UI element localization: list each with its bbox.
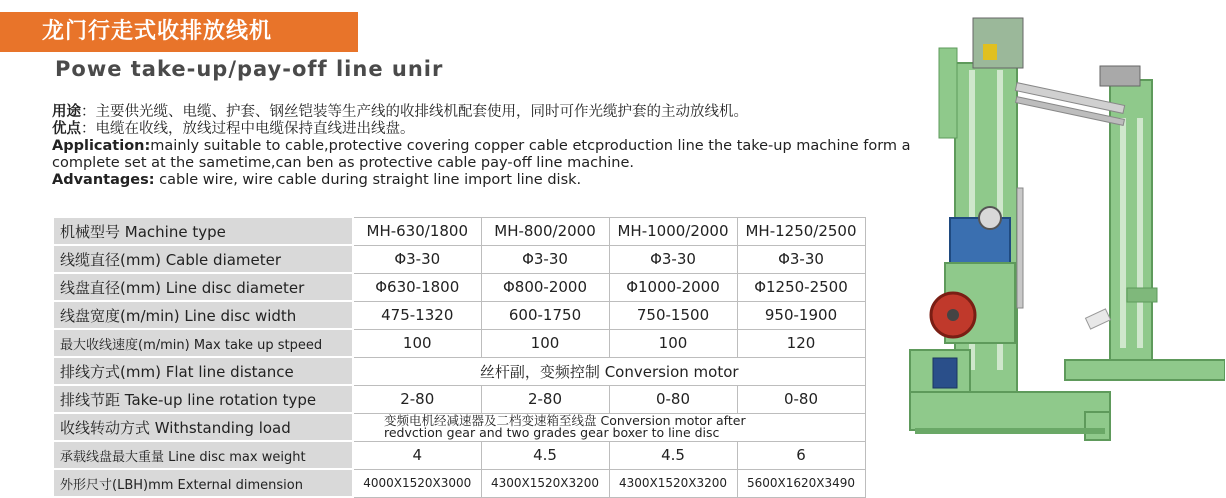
table-row [53,385,865,413]
table-cell: 475-1320 [353,301,481,329]
table-cell: 4300X1520X3200 [481,469,609,497]
table-cell: 100 [609,329,737,357]
table-cell: Φ3-30 [481,245,609,273]
table-cell-merged: 丝杆副，变频控制 Conversion motor [353,357,865,385]
row-header: 线缆直径(mm) Cable diameter [53,245,353,273]
table-row [53,329,865,357]
advantage-text: ：电缆在收线，放线过程中电缆保持直线进出线盘。 [81,121,415,137]
gantry-machine-illustration [905,8,1225,492]
table-cell: 100 [481,329,609,357]
page-subtitle: Powe take-up/pay-off line unir [55,57,444,81]
table-cell: 6 [737,441,865,469]
row-header: 排线节距 Take-up line rotation type [53,385,353,413]
table-cell: MH-1000/2000 [609,217,737,245]
table-cell: 120 [737,329,865,357]
row-header: 最大收线速度(m/min) Max take up stpeed [53,329,353,357]
table-cell: 100 [353,329,481,357]
table-cell: 4000X1520X3000 [353,469,481,497]
table-cell: Φ1250-2500 [737,273,865,301]
advantage-line [52,121,912,138]
table-row [53,301,865,329]
table-cell: 750-1500 [609,301,737,329]
table-cell: Φ800-2000 [481,273,609,301]
table-cell: Φ630-1800 [353,273,481,301]
page-title: 龙门行走式收排放线机 [0,12,358,52]
advantage-label: 优点 [52,121,81,137]
table-cell: 2-80 [481,385,609,413]
table-row [53,273,865,301]
table-cell: 4 [353,441,481,469]
table-row [53,441,865,469]
table-cell: Φ3-30 [609,245,737,273]
description-block [52,104,912,189]
spec-table [52,216,866,498]
row-header: 排线方式(mm) Flat line distance [53,357,353,385]
table-row [53,245,865,273]
table-cell: 4.5 [609,441,737,469]
transmission-note-line2: redvction gear and two grades gear boxer to line disc [384,425,720,440]
advantages-en-text: cable wire, wire cable during straight line import line disk. [154,172,582,188]
table-cell: Φ3-30 [737,245,865,273]
table-cell: 4300X1520X3200 [609,469,737,497]
table-row [53,469,865,497]
table-cell: Φ3-30 [353,245,481,273]
table-cell: 600-1750 [481,301,609,329]
row-header: 承载线盘最大重量 Line disc max weight [53,441,353,469]
usage-label: 用途 [52,104,81,120]
table-row [53,413,865,441]
table-cell-merged [353,413,865,441]
row-header: 收线转动方式 Withstanding load [53,413,353,441]
table-cell: 5600X1620X3490 [737,469,865,497]
advantages-en-label: Advantages: [52,172,155,188]
application-line [52,138,912,172]
crossbeam [1015,83,1124,126]
table-cell: 0-80 [737,385,865,413]
table-cell: 2-80 [353,385,481,413]
table-cell: MH-630/1800 [353,217,481,245]
table-cell: MH-1250/2500 [737,217,865,245]
usage-line [52,104,912,121]
table-cell: 950-1900 [737,301,865,329]
row-header: 机械型号 Machine type [53,217,353,245]
row-header: 线盘直径(mm) Line disc diameter [53,273,353,301]
application-text: mainly suitable to cable,protective covering copper cable etcproduction line the take-up machine form a complete set at the sametime,can ben as protective cable pay-off line machine. [52,138,911,171]
row-header: 外形尺寸(LBH)mm External dimension [53,469,353,497]
row-header: 线盘宽度(m/min) Line disc width [53,301,353,329]
table-row [53,217,865,245]
table-cell: MH-800/2000 [481,217,609,245]
table-cell: Φ1000-2000 [609,273,737,301]
table-cell: 4.5 [481,441,609,469]
table-cell: 0-80 [609,385,737,413]
transmission-note-line1: 变频电机经减速器及二档变速箱至线盘 Conversion motor after [384,413,746,428]
table-row [53,357,865,385]
application-label: Application: [52,138,151,154]
advantages-en-line [52,172,912,189]
usage-text: ：主要供光缆、电缆、护套、钢丝铠装等生产线的收排线机配套使用，同时可作光缆护套的主动放线机。 [81,104,748,120]
